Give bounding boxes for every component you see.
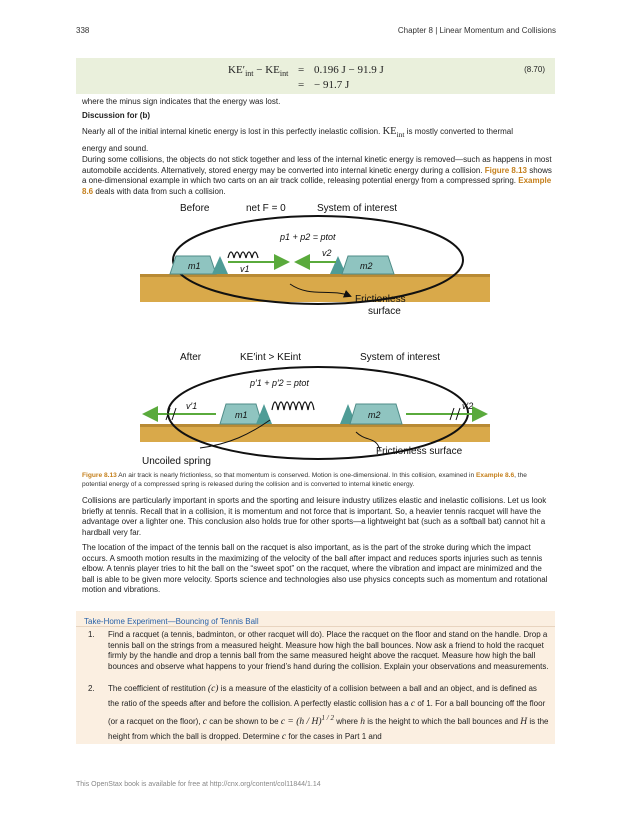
momentum-eq-bottom: p′1 + p′2 = ptot (250, 378, 309, 388)
frictionless-label-top-2: surface (368, 306, 401, 317)
v2-label: v2 (322, 248, 332, 258)
equation-rel-2: = (298, 79, 305, 91)
m2-label-top: m2 (360, 261, 373, 271)
equation-rhs-2: − 91.7 J (314, 79, 350, 91)
compressed-spring (228, 252, 258, 258)
equation-block (76, 58, 555, 94)
page-number: 338 (76, 26, 90, 35)
paragraph-discussion: Nearly all of the initial internal kinetic energy is lost in this perfectly inelastic collision. $KE_{int}$ is mostly converted to thermal energy and sound. (82, 126, 514, 154)
v1-prime-label: v′1 (186, 401, 198, 411)
take-home-box (76, 611, 555, 744)
air-track-diagram (140, 198, 490, 468)
ke-int-symbol: $KE_{int}$ (382, 126, 405, 140)
system-label-top: System of interest (317, 203, 398, 214)
discussion-heading: Discussion for (b) (82, 111, 151, 120)
paragraph-energy-lost: where the minus sign indicates that the energy was lost. (82, 97, 281, 106)
ke-compare-label: KE′int > KEint (240, 352, 302, 363)
frictionless-label-bottom: Frictionless surface (376, 446, 463, 457)
figure-air-track (140, 198, 490, 468)
equation-number: (8.70) (524, 65, 545, 74)
figure-link[interactable]: Figure 8.13 (484, 165, 527, 175)
v2-prime-label: v′2 (462, 401, 474, 411)
chapter-title: Chapter 8 | Linear Momentum and Collisions (397, 26, 556, 35)
caption-example-link[interactable]: Example 8.6 (476, 472, 515, 479)
m1-label-top: m1 (188, 261, 201, 271)
uncoiled-spring-label: Uncoiled spring (142, 456, 211, 467)
take-home-item-1: 1. Find a racquet (a tennis, badminton, or other racquet will do). Place the racquet on the floor and stand on the handle. Drop a tennis ball on the strings from a measured height. Measure how high the ball bounces. Now ask a friend to hold the racquet firmly by the handle and drop a tennis ball from the same measured height above the racquet. Measure how high the ball bounces and observe what happens to your friend’s hand during the collision. Explain your observations and measurements. (88, 630, 549, 671)
caption-figure-label: Figure 8.13 (82, 472, 117, 479)
after-label: After (180, 352, 202, 363)
paragraph-tennis: The location of the impact of the tennis ball on the racquet is also important, as is the part of the stroke during which the impact occurs. A smooth motion results in the maximizing of the velocity of the ball after impact and reduces sports injuries such as tennis elbow. A tennis player tries to hit the ball on the “sweet spot” on the racquet, where the vibration and impact are minimized and the ball is able to be given more velocity. Sports science and technologies also use physics concepts such as momentum and rotational motion and vibrations. (82, 543, 548, 594)
ground-top (140, 274, 490, 302)
paragraph-collisions: During some collisions, the objects do not stick together and less of the internal kinetic energy is removed—such as happens in most automobile accidents. Alternatively, stored energy may be converted into internal kinetic energy during a collision. Figure 8.13 shows a one-dimensional example in which two carts on an air track collide, releasing potential energy from a compressed spring. Example 8.6 deals with data from such a collision. (82, 155, 552, 196)
net-force-label: net F = 0 (246, 203, 286, 214)
take-home-title: Take-Home Experiment—Bouncing of Tennis Ball (84, 617, 259, 626)
m2-label-bottom: m2 (368, 410, 381, 420)
example-link[interactable]: Example 8.6 (82, 176, 552, 196)
take-home-item-2: 2. The coefficient of restitution (c) is a measure of the elasticity of a collision between a ball and an object, and is defined as the ratio of the speeds after and before the collision. A perfectly elastic collision has a c of 1. For a ball bouncing off the floor (or a racquet on the floor), c can be shown to be c = (h / H)$^{1 / 2}$ where h is the height to which the ball bounces and H is the height from which the ball is dropped. Determine c for the cases in Part 1 and (88, 684, 549, 742)
before-label: Before (180, 203, 210, 214)
momentum-eq-top: p1 + p2 = ptot (280, 232, 336, 242)
system-label-bottom: System of interest (360, 352, 441, 363)
equation-rhs-1: 0.196 J − 91.9 J (314, 64, 384, 76)
m1-label-bottom: m1 (235, 410, 248, 420)
equation-rel-1: = (298, 64, 305, 76)
uncoiled-spring (272, 402, 314, 410)
figure-caption: Figure 8.13 An air track is nearly frictionless, so that momentum is conserved. Motion is one-dimensional. In this collision, examined in Example 8.6, the potential energy of a compressed spring is released during the collision and is converted to internal kinetic energy. (82, 472, 527, 488)
restitution-formula: c = (h / H)$^{1 / 2}$ (280, 714, 334, 728)
frictionless-label-top-1: Frictionless (355, 294, 406, 305)
equation-lhs: $KE'_{int} - KE_{int}$ (228, 64, 289, 79)
footer-attribution: This OpenStax book is available for free at http://cnx.org/content/col11844/1.14 (76, 781, 321, 788)
v1-label: v1 (240, 264, 250, 274)
paragraph-sports: Collisions are particularly important in sports and the sporting and leisure industry utilizes elastic and inelastic collisions. Let us look briefly at tennis. Recall that in a collision, it is momentum and not force that is important. So, a heavier tennis racquet will have the advantage over a lighter one. This conclusion also holds true for other sports—a lightweight bat (such as a softball bat) cannot hit a hardball very far. (82, 496, 547, 537)
